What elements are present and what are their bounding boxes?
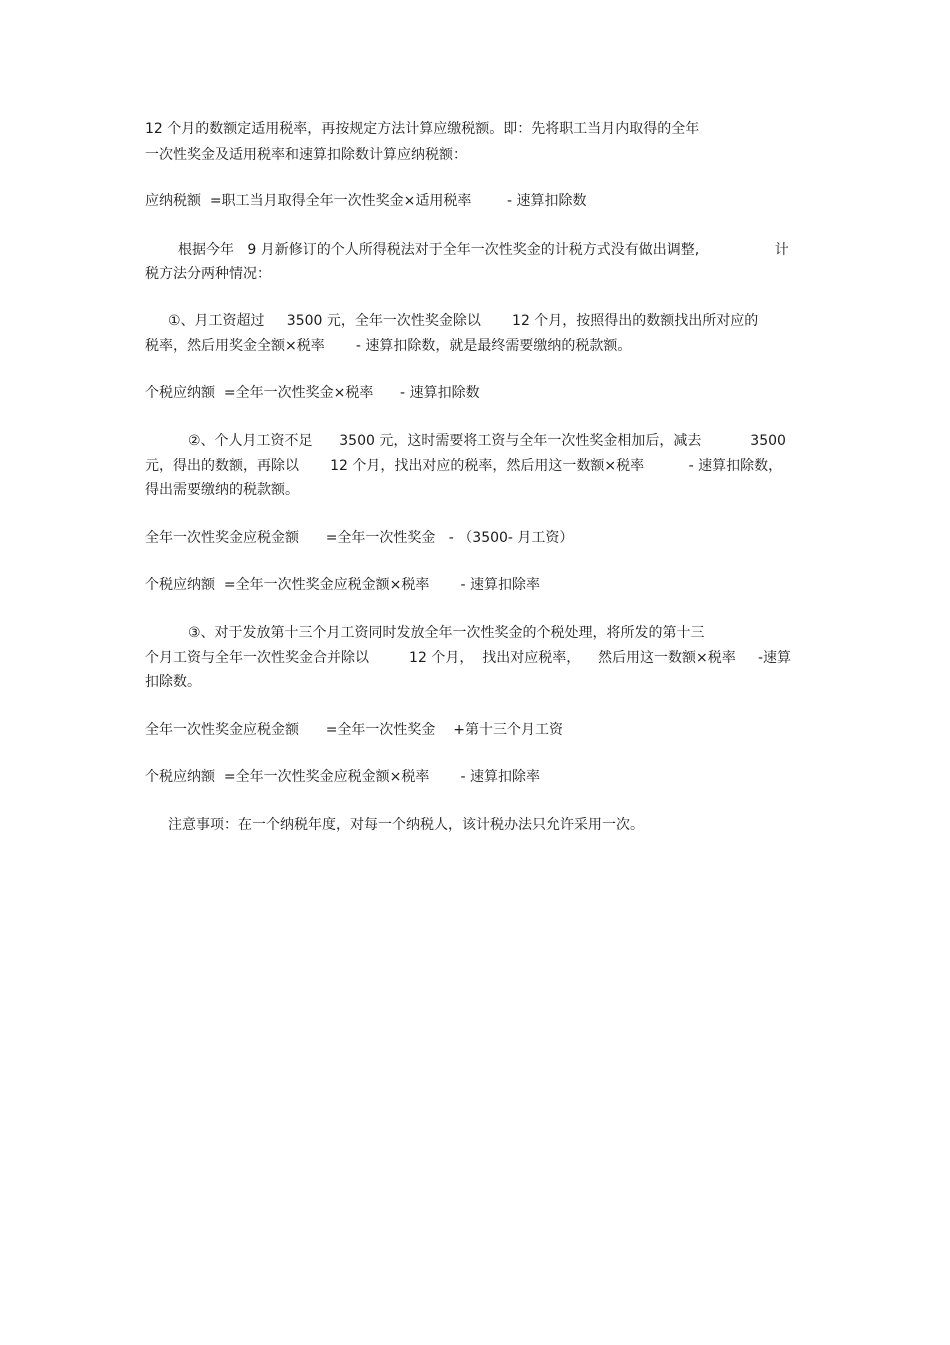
case-3-line-2: 个月工资与全年一次性奖金合并除以 12 个月， 找出对应税率， 然后用这一数额×税率 -速算 — [145, 650, 792, 666]
case-3-line-3: 扣除数。 — [145, 674, 201, 690]
case-3-line-1: ③、对于发放第十三个月工资同时发放全年一次性奖金的个税处理，将所发的第十三 — [188, 625, 705, 641]
case-2-line-3: 得出需要缴纳的税款额。 — [145, 482, 299, 498]
case-1-line-1: ①、月工资超过 3500 元，全年一次性奖金除以 12 个月，按照得出的数额找出所对应的 — [168, 313, 759, 329]
intro-line-1: 12 个月的数额定适用税率，再按规定方法计算应缴税额。即：先将职工当月内取得的全年 — [145, 121, 700, 137]
formula-individual-tax-3: 个税应纳额 =全年一次性奖金应税金额×税率 - 速算扣除率 — [145, 769, 541, 785]
formula-tax-payable: 应纳税额 =职工当月取得全年一次性奖金×适用税率 - 速算扣除数 — [145, 193, 587, 209]
case-2-line-1: ②、个人月工资不足 3500 元，这时需要将工资与全年一次性奖金相加后，减去 3500 — [188, 433, 786, 449]
formula-individual-tax-2: 个税应纳额 =全年一次性奖金应税金额×税率 - 速算扣除率 — [145, 577, 541, 593]
case-1-line-2: 税率，然后用奖金全额×税率 - 速算扣除数，就是最终需要缴纳的税款额。 — [145, 338, 632, 354]
formula-taxable-amount-2: 全年一次性奖金应税金额 =全年一次性奖金 +第十三个月工资 — [145, 722, 563, 738]
intro-line-2: 一次性奖金及适用税率和速算扣除数计算应纳税额： — [145, 147, 467, 163]
background-line-2: 税方法分两种情况： — [145, 266, 271, 282]
formula-individual-tax-1: 个税应纳额 =全年一次性奖金×税率 - 速算扣除数 — [145, 385, 480, 401]
background-line-1: 根据今年 9 月新修订的个人所得税法对于全年一次性奖金的计税方式没有做出调整, 计 — [178, 242, 789, 258]
case-2-line-2: 元，得出的数额，再除以 12 个月，找出对应的税率，然后用这一数额×税率 - 速算扣除数， — [145, 458, 783, 474]
note-line: 注意事项：在一个纳税年度，对每一个纳税人，该计税办法只允许采用一次。 — [168, 817, 644, 833]
formula-taxable-amount-1: 全年一次性奖金应税金额 =全年一次性奖金 - （3500- 月工资） — [145, 530, 574, 546]
